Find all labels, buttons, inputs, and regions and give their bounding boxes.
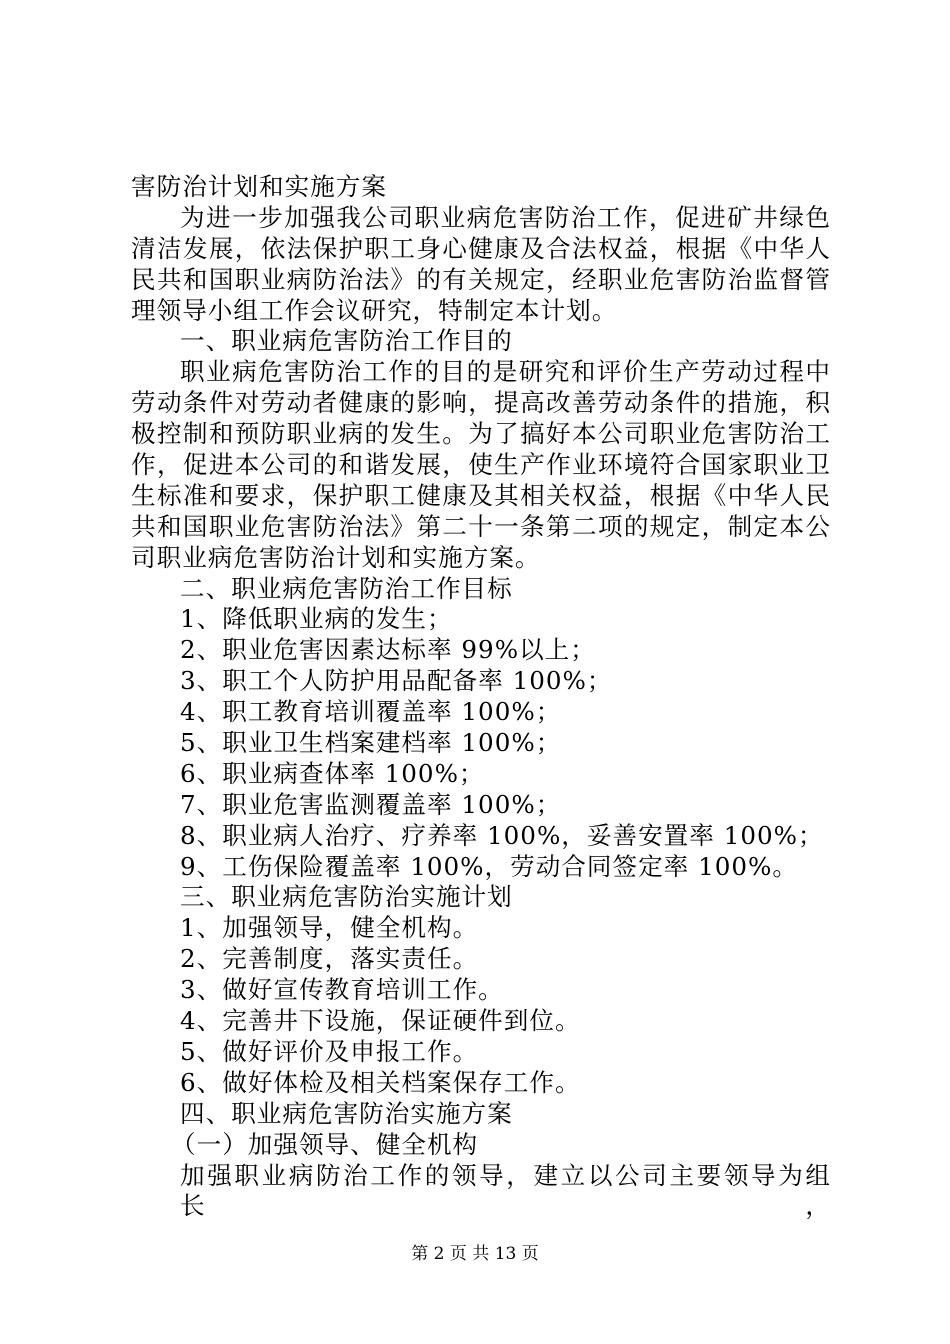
list-item: 1、降低职业病的发生； xyxy=(180,604,453,634)
list-item: 6、职业病查体率 100%； xyxy=(180,758,485,788)
list-item: 4、完善井下设施，保证硬件到位。 xyxy=(180,1006,581,1036)
text-line: 害防治计划和实施方案 xyxy=(131,172,387,201)
list-item: 3、职工个人防护用品配备率 100%； xyxy=(180,666,613,696)
text-line: 理领导小组工作会议研究，特制定本计划。 xyxy=(131,295,618,325)
list-item: 3、做好宣传教育培训工作。 xyxy=(180,975,504,1005)
text-line: 生标准和要求，保护职工健康及其相关权益，根据《中华人民 xyxy=(131,480,831,510)
text-line: 职业病危害防治工作的目的是研究和评价生产劳动过程中 xyxy=(180,357,831,387)
list-item: 4、职工教育培训覆盖率 100%； xyxy=(180,697,562,727)
list-item: 2、职业危害因素达标率 99%以上； xyxy=(180,635,596,665)
list-item: 5、做好评价及申报工作。 xyxy=(180,1036,479,1066)
subsection-heading: （一）加强领导、健全机构 xyxy=(171,1129,479,1159)
text-line: 极控制和预防职业病的发生。为了搞好本公司职业危害防治工 xyxy=(131,419,831,449)
text-line: 为进一步加强我公司职业病危害防治工作，促进矿井绿色 xyxy=(180,202,831,232)
list-item: 1、加强领导，健全机构。 xyxy=(180,913,479,943)
list-item: 6、做好体检及相关档案保存工作。 xyxy=(180,1067,581,1097)
text-line: 民共和国职业病防治法》的有关规定，经职业危害防治监督管 xyxy=(131,264,831,294)
section-heading: 三、职业病危害防治实施计划 xyxy=(180,882,513,912)
text-line: 清洁发展，依法保护职工身心健康及合法权益，根据《中华人 xyxy=(131,233,831,263)
list-item: 9、工伤保险覆盖率 100%，劳动合同签定率 100%。 xyxy=(180,851,798,881)
list-item: 7、职业危害监测覆盖率 100%； xyxy=(180,789,562,819)
page-footer: 第 2 页 共 13 页 xyxy=(411,1244,539,1264)
list-item: 5、职业卫生档案建档率 100%； xyxy=(180,728,562,758)
document-body xyxy=(131,172,831,1221)
list-item: 8、职业病人治疗、疗养率 100%，妥善安置率 100%； xyxy=(180,820,824,850)
text-line: 司职业病危害防治计划和实施方案。 xyxy=(131,542,541,572)
text-line: 作，促进本公司的和谐发展，使生产作业环境符合国家职业卫 xyxy=(131,450,831,480)
text-line: 劳动条件对劳动者健康的影响，提高改善劳动条件的措施，积 xyxy=(131,388,831,418)
list-item: 2、完善制度，落实责任。 xyxy=(180,944,479,974)
section-heading: 四、职业病危害防治实施方案 xyxy=(180,1098,513,1128)
text-line: 共和国职业危害防治法》第二十一条第二项的规定，制定本公 xyxy=(131,511,831,541)
section-heading: 二、职业病危害防治工作目标 xyxy=(180,573,513,603)
text-line: 加强职业病防治工作的领导，建立以公司主要领导为组长， xyxy=(180,1160,831,1221)
section-heading: 一、职业病危害防治工作目的 xyxy=(180,326,513,356)
